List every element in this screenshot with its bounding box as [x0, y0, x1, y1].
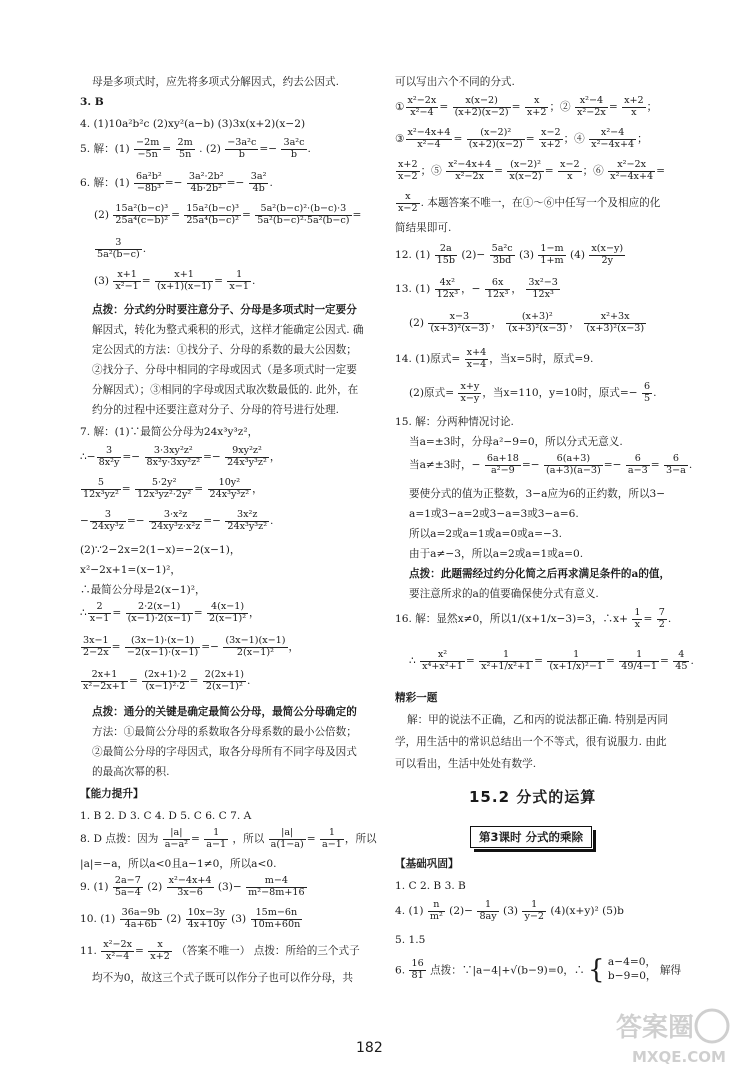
fraction: $\frac{\text{6a²b²}}{\text{−8b³}}$ — [136, 171, 162, 194]
fraction: $\frac{\text{3a²c}}{b}$ — [283, 137, 305, 160]
tip-line: 定公因式的方法：①找分子、分母的系数的最大公因数； — [92, 344, 357, 356]
fraction: $\frac{x+2}{x}$ — [624, 95, 644, 118]
brace-icon: { — [588, 955, 605, 985]
fraction: $\frac{\text{5a²(b−c)²·(b−c)·3}}{\text{5a²(b−c)²·5a²(b−c)}}$ — [257, 203, 350, 226]
tip-line: 要注意所求的a的值要确保使分式有意义. — [409, 588, 599, 600]
text-line: 可以看出，生活中处处有数学. — [395, 758, 537, 770]
answer-line: a=1或3−a=2或3−a=3或3−a=6. — [409, 508, 579, 520]
answer-line: x²−2x+1=(x−1)²， — [80, 564, 182, 576]
tip-line: ②找分子、分母中相同的字母或因式（是多项式时一定要 — [92, 364, 357, 376]
answer-line: 7. 解：(1)∵最简公分母为24x³y³z²， — [80, 426, 259, 438]
answer-line: 要使分式的值为正整数，3−a应为6的正约数，所以3− — [409, 488, 666, 500]
fraction: $\frac{1}{a-1}$ — [322, 827, 342, 850]
tip-line: 解因式，转化为整式乘积的形式，这样才能确定公因式. 确 — [92, 324, 364, 336]
answer-line: 15. 解：分两种情况讨论. — [395, 416, 514, 428]
answer-line: 1. C 2. B 3. B — [395, 880, 466, 892]
answer-line: 12. (1) $\frac{2a}{15b}$ (2)− $\frac{\text{5a²c}}{3bd}$ (3) $\frac{1-m}{1+m}$ (4) $\frac{x(x-y)}{2y}$ — [395, 243, 624, 266]
fraction: $\frac{\text{5·2y²}}{\text{12x³yz²·2y²}}$ — [137, 477, 192, 500]
fraction: $\frac{3}{\text{24xy³z}}$ — [91, 509, 124, 532]
answer-line: 1. B 2. D 3. C 4. D 5. C 6. C 7. A — [80, 810, 252, 822]
fraction: $\frac{x-2}{x+2}$ — [541, 127, 561, 150]
answer-line: ∴ $\frac{2}{x-1}$ = $\frac{2\cdot 2(x-1)}{(x-1)\cdot 2(x-1)}$ = $\frac{4(x-1)}{\text{2(x−1)²}}$ ， — [80, 601, 260, 624]
answer-line: 9. (1) $\frac{2a-7}{5a-4}$ (2) $\frac{\text{x²−4x+4}}{3x-6}$ (3)− $\frac{m-4}{\text{m²−8m+16}}$ — [80, 875, 305, 898]
answer-line: 16. 解：显然x≠0，所以1/(x+1/x−3)=3，∴x+ $\frac{1}{x}$ = $\frac{7}{2}$ . — [395, 607, 672, 630]
fraction: $\frac{m-4}{\text{m²−8m+16}}$ — [248, 875, 305, 898]
fraction: $\frac{3}{\text{5a²(b−c)}}$ — [97, 237, 140, 260]
fraction: $\frac{x}{x+2}$ — [526, 95, 547, 118]
answer-line: 6. $\frac{16}{81}$ 点拨：∵|a−4|+√(b−9)=0，∴ { a−4=0， b−9=0， 解得 — [395, 955, 682, 985]
fraction: $\frac{1}{49/4-1}$ — [621, 649, 657, 672]
answer-line: 6. 解：(1) $\frac{\text{6a²b²}}{\text{−8b³}}$ =− $\frac{\text{3a²·2b²}}{\text{4b·2b²}}$ =− $\frac{\text{3a²}}{4b}$ . — [80, 171, 273, 194]
answer-line: 4. (1)10a²b²c (2)xy²(a−b) (3)3x(x+2)(x−2) — [80, 118, 306, 130]
answer-line: 5. 1.5 — [395, 934, 426, 946]
fraction: $\frac{-2m}{-5n}$ — [136, 137, 160, 160]
text-line: 均不为0，故这三个式子既可以作分子也可以作分母，共 — [92, 972, 353, 984]
fraction: $\frac{(3x-1)(x-1)}{\text{2(x−1)²}}$ — [225, 635, 286, 658]
fraction: $\frac{6x}{\text{12x³}}$ — [486, 277, 509, 300]
fraction: $\frac{\text{x²}}{\text{x⁴+x²+1}}$ — [422, 649, 463, 672]
lesson-title: 第3课时 分式的乘除 — [470, 826, 592, 848]
fraction: $\frac{6(a+3)}{(a+3)(a-3)}$ — [546, 453, 601, 476]
fraction: $\frac{x+1}{\text{x²−1}}$ — [115, 269, 139, 292]
fraction: $\frac{x(x-2)}{(x+2)(x-2)}$ — [454, 95, 509, 118]
fraction: $\frac{\text{3a²·2b²}}{\text{4b·2b²}}$ — [188, 171, 224, 194]
fraction: $\frac{|a|}{a(1-a)}$ — [270, 827, 304, 850]
answer-line: $\frac{2x+1}{\text{x²−2x+1}}$ = $\frac{(2x+1)\cdot 2}{\text{(x−1)²·2}}$ = $\frac{2(2x+1)}{\text{2(x−1)²}}$ . — [83, 669, 251, 692]
fraction: $\frac{\text{3·x²z}}{\text{24xy³z·x²z}}$ — [150, 509, 201, 532]
fraction: $\frac{1}{y-2}$ — [524, 899, 544, 922]
text-line: 学，用生活中的常识总结出一个不等式，很有说服力. 由此 — [395, 736, 667, 748]
fraction: $\frac{6}{5}$ — [644, 381, 651, 404]
answer-line: (2) $\frac{\text{15a²(b−c)³}}{\text{25a⁴(c−b)²}}$ = $\frac{\text{15a²(b−c)³}}{\text{25a⁴(b−c)²}}$ = $\frac{\text{5a²(b−c)²·(b−c)·3}}{\text{5a²(b−c)²·5a²(b−c)}}$ = — [94, 203, 362, 226]
answer-line: 由于a≠−3，所以a=2或a=1或a=0. — [409, 548, 584, 560]
fraction: $\frac{|a|}{\text{a−a²}}$ — [164, 827, 189, 850]
answer-line: (2)原式= $\frac{x+y}{x-y}$ ，当x=110，y=10时，原式=− $\frac{6}{5}$ . — [409, 381, 657, 404]
fraction: $\frac{7}{2}$ — [658, 607, 665, 630]
text-line: 解：甲的说法不正确，乙和丙的说法都正确. 特别是丙同 — [407, 714, 668, 726]
page-number: 182 — [356, 1040, 383, 1056]
section-header: 精彩一题 — [395, 692, 438, 704]
fraction: $\frac{\text{(x−2)²}}{x(x-2)}$ — [509, 159, 542, 182]
fraction: $\frac{2x+1}{\text{x²−2x+1}}$ — [83, 669, 126, 692]
answer-line: ∴ $\frac{\text{x²}}{\text{x⁴+x²+1}}$ = $\frac{1}{\text{x²+1/x²+1}}$ = $\frac{1}{\text{(x+1/x)²−1}}$ = $\frac{1}{49/4-1}$ = $\frac{4}{45}$ . — [409, 649, 694, 672]
fraction: $\frac{6a+18}{\text{a²−9}}$ — [486, 453, 519, 476]
fraction: $\frac{2\cdot 2(x-1)}{(x-1)\cdot 2(x-1)}$ — [127, 601, 191, 624]
fraction: $\frac{16}{81}$ — [411, 958, 424, 981]
fraction: $\frac{\text{5a²c}}{3bd}$ — [491, 243, 513, 266]
fraction: $\frac{2a}{15b}$ — [436, 243, 455, 266]
fraction: $\frac{\text{x²−4x+4}}{\text{x²−2x}}$ — [448, 159, 492, 182]
answer-line: 13. (1) $\frac{\text{4x²}}{\text{12x³}}$ ，− $\frac{6x}{\text{12x³}}$ ， $\frac{\text{3x²−3}}{\text{12x³}}$ — [395, 277, 558, 300]
tip-line: 的最高次幂的积. — [92, 766, 170, 778]
fraction: $\frac{\text{x²−4}}{\text{x²−2x}}$ — [577, 95, 606, 118]
fraction: $\frac{6}{3-a}$ — [666, 453, 686, 476]
fraction: $\frac{x+y}{x-y}$ — [460, 381, 480, 404]
fraction: $\frac{6}{a-3}$ — [627, 453, 648, 476]
tip-line: 点拨：分式约分时要注意分子、分母是多项式时一定要分 — [92, 304, 357, 316]
fraction: $\frac{3x-1}{2-2x}$ — [83, 635, 109, 658]
answer-line: ③ $\frac{\text{x²−4x+4}}{\text{x²−4}}$ = $\frac{\text{(x−2)²}}{(x+2)(x-2)}$ = $\frac{x-2}{x+2}$ ；④ $\frac{\text{x²−4}}{\text{x²−4x+4}}$ ； — [395, 127, 648, 150]
fraction: $\frac{1}{x}$ — [634, 607, 641, 630]
fraction: $\frac{\text{3·3xy²z²}}{\text{8x²y·3xy²z²}}$ — [146, 445, 201, 468]
answer-line: $\frac{x}{x-2}$ . 本题答案不唯一，在①～⑥中任写一个及相应的化 — [398, 191, 661, 214]
answer-line: ① $\frac{\text{x²−2x}}{\text{x²−4}}$ = $\frac{x(x-2)}{(x+2)(x-2)}$ = $\frac{x}{x+2}$ ；② $\frac{\text{x²−4}}{\text{x²−2x}}$ = $\frac{x+2}{x}$ ； — [395, 95, 658, 118]
watermark-logo — [614, 1002, 734, 1068]
tip-line: 方法：①最简公分母的系数取各分母系数的最小公倍数； — [92, 726, 357, 738]
answer-line: 8. D 点拨：因为 $\frac{|a|}{\text{a−a²}}$ = $\frac{1}{a-1}$ ，所以 $\frac{|a|}{a(1-a)}$ = $\frac{1}{a-1}$ ，所以 — [80, 827, 377, 850]
svg-text:答案圈: 答案圈 — [616, 1013, 695, 1043]
fraction: $\frac{\text{3x²z}}{\text{24x³y³z²}}$ — [227, 509, 268, 532]
answer-line: 所以a=2或a=1或a=0或a=−3. — [409, 528, 562, 540]
answer-line: 11. $\frac{\text{x²−2x}}{\text{x²−4}}$ = $\frac{x}{x+2}$ （答案不唯一） 点拨：所给的三个式子 — [80, 939, 360, 962]
fraction: $\frac{x}{x+2}$ — [150, 939, 170, 962]
answer-line: 当a=±3时，分母a²−9=0，所以分式无意义. — [409, 436, 623, 448]
fraction: $\frac{x-3}{\text{(x+3)²(x−3)}}$ — [430, 311, 489, 334]
fraction: $\frac{\text{(x+3)²}}{\text{(x+3)²(x−3)}}$ — [508, 311, 567, 334]
fraction: $\frac{1}{x-1}$ — [229, 269, 249, 292]
answer-line: 5. 解：(1) $\frac{-2m}{-5n}$ = $\frac{2m}{5n}$ . (2) $\frac{\text{−3a²c}}{b}$ =− $\frac{\text{3a²c}}{b}$ . — [80, 137, 311, 160]
fraction: $\frac{\text{x²−4}}{\text{x²−4x+4}}$ — [591, 127, 635, 150]
fraction: $\frac{\text{x²−4x+4}}{3x-6}$ — [168, 875, 212, 898]
section-header: 【基础巩固】 — [395, 858, 459, 870]
text-line: 可以写出六个不同的分式. — [395, 76, 515, 88]
answer-line: $\frac{5}{\text{12x³yz²}}$ = $\frac{\text{5·2y²}}{\text{12x³yz²·2y²}}$ = $\frac{\text{10y²}}{\text{24x³y³z²}}$ ， — [83, 477, 263, 500]
fraction: $\frac{(2x+1)\cdot 2}{\text{(x−1)²·2}}$ — [144, 669, 187, 692]
answer-line: − $\frac{3}{\text{24xy³z}}$ =− $\frac{\text{3·x²z}}{\text{24xy³z·x²z}}$ =− $\frac{\text{3x²z}}{\text{24x³y³z²}}$ . — [80, 509, 274, 532]
tip-line: 点拨：通分的关键是确定最简公分母，最简公分母确定的 — [92, 706, 357, 718]
section-header: 【能力提升】 — [80, 788, 144, 800]
fraction: $\frac{\text{−3a²c}}{b}$ — [227, 137, 257, 160]
answer-line: (3) $\frac{x+1}{\text{x²−1}}$ = $\frac{x+1}{(x+1)(x-1)}$ = $\frac{1}{x-1}$ . — [94, 269, 256, 292]
fraction: $\frac{\text{3x²−3}}{\text{12x³}}$ — [528, 277, 558, 300]
fraction: $\frac{\text{9xy²z²}}{\text{24x³y³z²}}$ — [227, 445, 267, 468]
fraction: $\frac{2m}{5n}$ — [177, 137, 193, 160]
fraction: $\frac{x-2}{x}$ — [560, 159, 580, 182]
fraction: $\frac{\text{x²−2x}}{\text{x²−4}}$ — [407, 95, 437, 118]
nested-fraction-expression: 1/(x+1/x−3) — [510, 613, 577, 626]
fraction: $\frac{x+4}{x-4}$ — [466, 347, 487, 370]
tip-line: ②最简公分母的字母因式，取各分母所有不同字母及因式 — [92, 746, 357, 758]
fraction: $\frac{x(x-y)}{2y}$ — [591, 243, 624, 266]
fraction: $\frac{\text{4x²}}{\text{12x³}}$ — [436, 277, 459, 300]
fraction: $\frac{(3x-1)\cdot(x-1)}{-2(x-1)\cdot(x-1)}$ — [126, 635, 199, 658]
fraction: $\frac{2a-7}{5a-4}$ — [114, 875, 141, 898]
answer-line: 3. B — [80, 96, 104, 108]
fraction: $\frac{1}{8ay}$ — [479, 899, 497, 922]
answer-line: $\frac{3x-1}{2-2x}$ = $\frac{(3x-1)\cdot(x-1)}{-2(x-1)\cdot(x-1)}$ =− $\frac{(3x-1)(x-1)}{\text{2(x−1)²}}$ ， — [83, 635, 300, 658]
answer-line: ∴最简公分母是2(x−1)²， — [80, 584, 206, 596]
fraction: $\frac{5}{\text{12x³yz²}}$ — [83, 477, 119, 500]
answer-line: 10. (1) $\frac{36a-9b}{4a+6b}$ (2) $\frac{10x-3y}{4x+10y}$ (3) $\frac{15m-6n}{10m+60n}$ — [80, 907, 301, 930]
fraction: $\frac{2}{x-1}$ — [89, 601, 110, 624]
fraction: $\frac{\text{3a²}}{4b}$ — [250, 171, 267, 194]
answer-line: (2) $\frac{x-3}{\text{(x+3)²(x−3)}}$ ， $\frac{\text{(x+3)²}}{\text{(x+3)²(x−3)}}$ ， $\frac{\text{x²+3x}}{\text{(x+3)²(x−3)}}$ — [409, 311, 645, 334]
fraction: $\frac{1}{\text{x²+1/x²+1}}$ — [481, 649, 532, 672]
fraction: $\frac{4}{45}$ — [675, 649, 688, 672]
fraction: $\frac{\text{x²+3x}}{\text{(x+3)²(x−3)}}$ — [586, 311, 645, 334]
fraction: $\frac{x+2}{x-2}$ — [398, 159, 418, 182]
fraction: $\frac{\text{x²−4x+4}}{\text{x²−4}}$ — [407, 127, 451, 150]
fraction: $\frac{\text{(x−2)²}}{(x+2)(x-2)}$ — [468, 127, 523, 150]
fraction: $\frac{4(x-1)}{\text{2(x−1)²}}$ — [209, 601, 247, 624]
text-line: 简结果即可. — [395, 222, 452, 234]
answer-line: |a|=−a，所以a<0且a−1≠0，所以a<0. — [80, 858, 277, 870]
fraction: $\frac{\text{10y²}}{\text{24x³y³z²}}$ — [209, 477, 250, 500]
answer-line: 当a≠±3时，− $\frac{6a+18}{\text{a²−9}}$ =− $\frac{6(a+3)}{(a+3)(a-3)}$ =− $\frac{6}{a-3}$ = $\frac{6}{3-a}$ . — [409, 453, 693, 476]
fraction: $\frac{10x-3y}{4x+10y}$ — [187, 907, 225, 930]
svg-text:MXQE.COM: MXQE.COM — [632, 1048, 726, 1066]
section-title: 15.2 分式的运算 — [469, 788, 597, 806]
text-line: 母是多项式时，应先将多项式分解因式，约去公因式. — [92, 76, 340, 88]
fraction: $\frac{\text{x²−2x}}{\text{x²−4x+4}}$ — [610, 159, 654, 182]
fraction: $\frac{\text{x²−2x}}{\text{x²−4}}$ — [103, 939, 133, 962]
tip-line: 分解因式）；③相同的字母或因式取次数最低的. 此外，在 — [92, 384, 359, 396]
fraction: $\frac{1-m}{1+m}$ — [540, 243, 564, 266]
tip-line: 点拨：此题需经过约分化简之后再求满足条件的a的值， — [409, 568, 671, 580]
tip-line: 约分的过程中还要注意对分子、分母的符号进行处理. — [92, 404, 340, 416]
fraction: $\frac{x+1}{(x+1)(x-1)}$ — [157, 269, 212, 292]
fraction: $\frac{\text{15a²(b−c)³}}{\text{25a⁴(b−c)²}}$ — [186, 203, 239, 226]
answer-line: 14. (1)原式= $\frac{x+4}{x-4}$ ，当x=5时，原式=9. — [395, 347, 594, 370]
fraction: $\frac{36a-9b}{4a+6b}$ — [121, 907, 160, 930]
fraction: $\frac{1}{a-1}$ — [206, 827, 227, 850]
answer-line: 4. (1) $\frac{n}{\text{m²}}$ (2)− $\frac{1}{8ay}$ (3) $\frac{1}{y-2}$ (4)(x+y)² (5)b — [395, 899, 624, 922]
answer-line: ∴− $\frac{3}{\text{8x²y}}$ =− $\frac{\text{3·3xy²z²}}{\text{8x²y·3xy²z²}}$ =− $\frac{\text{9xy²z²}}{\text{24x³y³z²}}$ ， — [80, 445, 281, 468]
answer-line: $\frac{x+2}{x-2}$ ；⑤ $\frac{\text{x²−4x+4}}{\text{x²−2x}}$ = $\frac{\text{(x−2)²}}{x(x-2)}$ = $\frac{x-2}{x}$ ；⑥ $\frac{\text{x²−2x}}{\text{x²−4x+4}}$ = — [398, 159, 665, 182]
fraction: $\frac{15m-6n}{10m+60n}$ — [252, 907, 301, 930]
fraction: $\frac{2(2x+1)}{\text{2(x−1)²}}$ — [204, 669, 244, 692]
answer-line: $\frac{3}{\text{5a²(b−c)}}$ . — [97, 237, 147, 260]
fraction: $\frac{n}{\text{m²}}$ — [429, 899, 443, 922]
fraction: $\frac{3}{\text{8x²y}}$ — [98, 445, 120, 468]
fraction: $\frac{\text{15a²(b−c)³}}{\text{25a⁴(c−b)²}}$ — [115, 203, 169, 226]
fraction: $\frac{1}{\text{(x+1/x)²−1}}$ — [549, 649, 604, 672]
answer-line: (2)∵2−2x=2(1−x)=−2(x−1)， — [80, 544, 241, 556]
fraction: $\frac{x}{x-2}$ — [398, 191, 418, 214]
